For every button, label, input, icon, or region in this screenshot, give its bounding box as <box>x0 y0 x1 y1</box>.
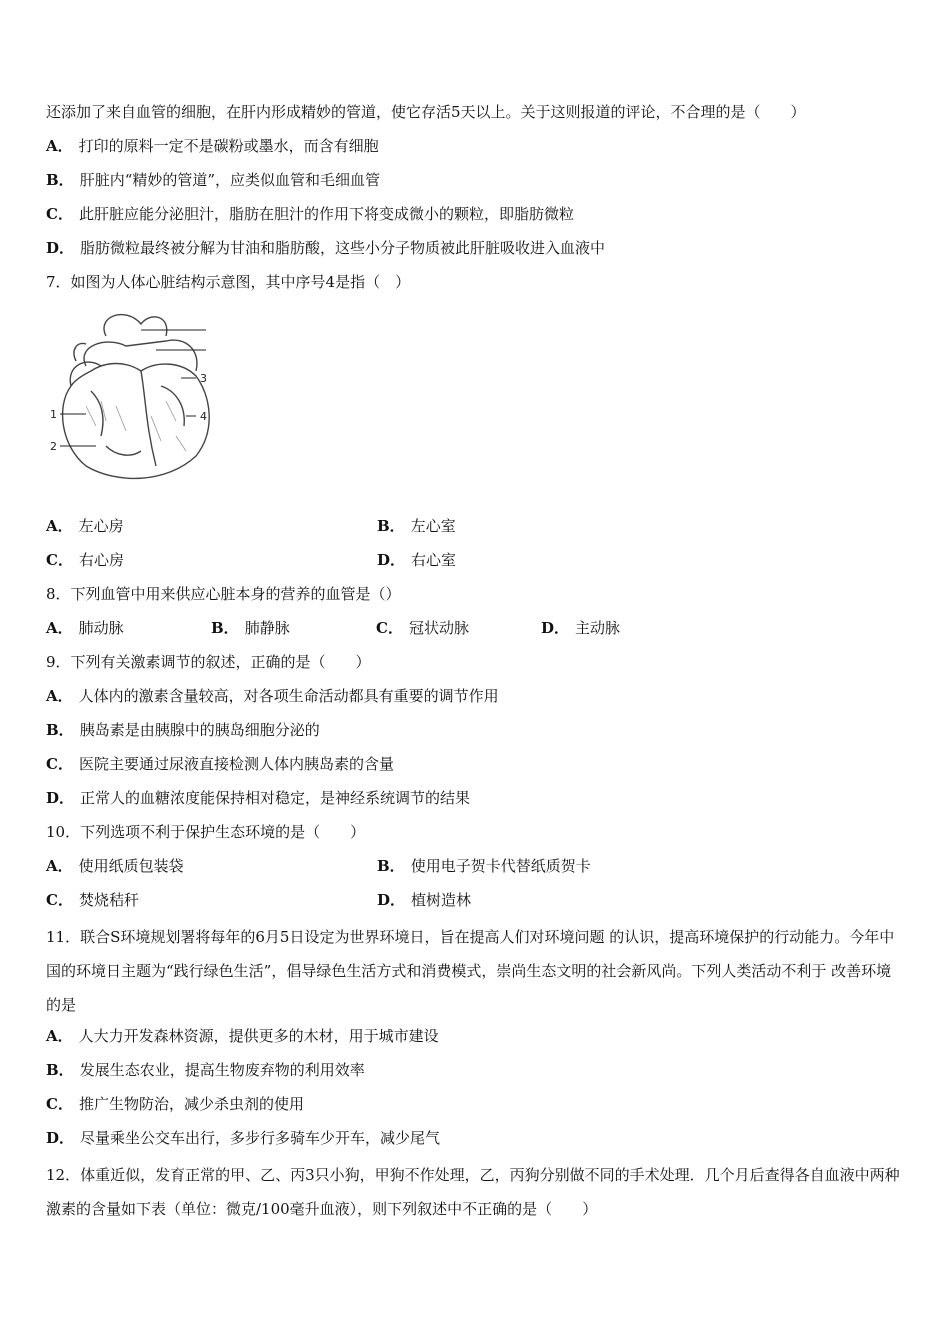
q7-option-a <box>46 512 377 546</box>
q11-option-a <box>46 1022 906 1056</box>
option-text: 冠状动脉 <box>408 619 469 637</box>
q10-option-c <box>46 886 377 920</box>
q6-stem-tail: 还添加了来自血管的细胞，在肝内形成精妙的管道，使它存活5天以上。关于这则报道的评论，不合理的是（ ） <box>46 103 806 121</box>
q6-option-a <box>46 132 906 166</box>
option-label: D． <box>46 789 75 807</box>
option-label: D． <box>46 239 75 257</box>
option-text: 右心房 <box>78 551 124 569</box>
option-text: 人大力开发森林资源，提供更多的木材，用于城市建设 <box>78 1027 439 1045</box>
option-text: 正常人的血糖浓度能保持相对稳定，是神经系统调节的结果 <box>80 789 471 807</box>
figure-label-3: 3 <box>200 372 207 385</box>
option-label: A． <box>46 517 73 535</box>
q7-option-c <box>46 546 377 580</box>
q9-stem: 9．下列有关激素调节的叙述，正确的是（ ） <box>46 653 371 671</box>
q10-option-d <box>377 886 708 920</box>
q9-option-d <box>46 784 906 818</box>
option-text: 焚烧秸秆 <box>78 891 139 909</box>
q11-option-c <box>46 1090 906 1124</box>
option-label: C． <box>46 1095 73 1113</box>
option-text: 打印的原料一定不是碳粉或墨水，而含有细胞 <box>78 137 379 155</box>
q9-option-b <box>46 716 906 750</box>
option-label: B． <box>377 857 405 875</box>
q10-options-row-1 <box>46 852 906 886</box>
option-text: 脂肪微粒最终被分解为甘油和脂肪酸，这些小分子物质被此肝脏吸收进入血液中 <box>80 239 606 257</box>
q7-option-b <box>377 512 708 546</box>
option-text: 植树造林 <box>411 891 472 909</box>
q7-options-row-2 <box>46 546 906 580</box>
option-label: A． <box>46 857 73 875</box>
q10-option-a <box>46 852 377 886</box>
option-label: D． <box>541 619 570 637</box>
figure-label-2: 2 <box>50 440 57 453</box>
q9-option-c <box>46 750 906 784</box>
q8-option-d <box>541 614 706 648</box>
q11-stem: 11．联合S环境规划署将每年的6月5日设定为世界环境日，旨在提高人们对环境问题 的认识，提高环境保护的行动能力。今年中国的环境日主题为“践行绿色生活”，倡导绿色生活方式和消费模式，崇尚生态文明的社会新风尚。下列人类活动不利于 改善环境的是 <box>46 928 895 1014</box>
q6-option-c <box>46 200 906 234</box>
option-label: C． <box>46 891 73 909</box>
option-text: 人体内的激素含量较高，对各项生命活动都具有重要的调节作用 <box>78 687 499 705</box>
option-label: C． <box>376 619 403 637</box>
q6-option-d <box>46 234 906 268</box>
q7-option-d <box>377 546 708 580</box>
option-label: A． <box>46 1027 73 1045</box>
heart-diagram-svg <box>46 306 226 486</box>
option-text: 肺静脉 <box>244 619 290 637</box>
q10-option-b <box>377 852 708 886</box>
option-text: 主动脉 <box>575 619 621 637</box>
option-text: 右心室 <box>411 551 457 569</box>
option-label: D． <box>377 551 406 569</box>
q8-stem: 8．下列血管中用来供应心脏本身的营养的血管是（） <box>46 585 401 603</box>
option-label: C． <box>46 205 73 223</box>
option-label: A． <box>46 137 73 155</box>
figure-label-4: 4 <box>200 410 207 423</box>
option-text: 此肝脏应能分泌胆汁，脂肪在胆汁的作用下将变成微小的颗粒，即脂肪微粒 <box>78 205 574 223</box>
q7-options-row-1 <box>46 512 906 546</box>
q8-option-c <box>376 614 541 648</box>
option-text: 尽量乘坐公交车出行，多步行多骑车少开车，减少尾气 <box>80 1129 441 1147</box>
option-label: A． <box>46 687 73 705</box>
option-label: C． <box>46 551 73 569</box>
q8-option-b <box>211 614 376 648</box>
heart-diagram <box>46 302 906 512</box>
q10-options-row-2 <box>46 886 906 920</box>
option-text: 使用电子贺卡代替纸质贺卡 <box>410 857 591 875</box>
option-text: 左心室 <box>410 517 456 535</box>
q8-options-row <box>46 614 906 648</box>
option-label: A． <box>46 619 73 637</box>
option-text: 推广生物防治，减少杀虫剂的使用 <box>78 1095 304 1113</box>
option-text: 医院主要通过尿液直接检测人体内胰岛素的含量 <box>78 755 394 773</box>
figure-label-1: 1 <box>50 408 57 421</box>
option-text: 胰岛素是由胰腺中的胰岛细胞分泌的 <box>79 721 320 739</box>
q6-option-b <box>46 166 906 200</box>
q7-stem: 7．如图为人体心脏结构示意图，其中序号4是指（ ） <box>46 273 411 291</box>
q11-option-d <box>46 1124 906 1158</box>
option-label: C． <box>46 755 73 773</box>
q10-stem: 10．下列选项不利于保护生态环境的是（ ） <box>46 823 366 841</box>
option-label: B． <box>377 517 405 535</box>
exam-page <box>46 98 906 1226</box>
option-label: D． <box>377 891 406 909</box>
option-label: B． <box>211 619 239 637</box>
option-label: D． <box>46 1129 75 1147</box>
q11-option-b <box>46 1056 906 1090</box>
option-text: 发展生态农业，提高生物废弃物的利用效率 <box>79 1061 365 1079</box>
q9-option-a <box>46 682 906 716</box>
option-text: 使用纸质包装袋 <box>78 857 184 875</box>
option-label: B． <box>46 171 74 189</box>
option-text: 肝脏内“精妙的管道”，应类似血管和毛细血管 <box>79 171 381 189</box>
option-text: 左心房 <box>78 517 124 535</box>
option-label: B． <box>46 721 74 739</box>
option-text: 肺动脉 <box>78 619 124 637</box>
q12-stem: 12．体重近似，发育正常的甲、乙、丙3只小狗，甲狗不作处理，乙，丙狗分别做不同的手术处理．几个月后查得各自血液中两种激素的含量如下表（单位：微克/100毫升血液），则下列叙述中不正确的是（ ） <box>46 1166 900 1218</box>
option-label: B． <box>46 1061 74 1079</box>
q8-option-a <box>46 614 211 648</box>
